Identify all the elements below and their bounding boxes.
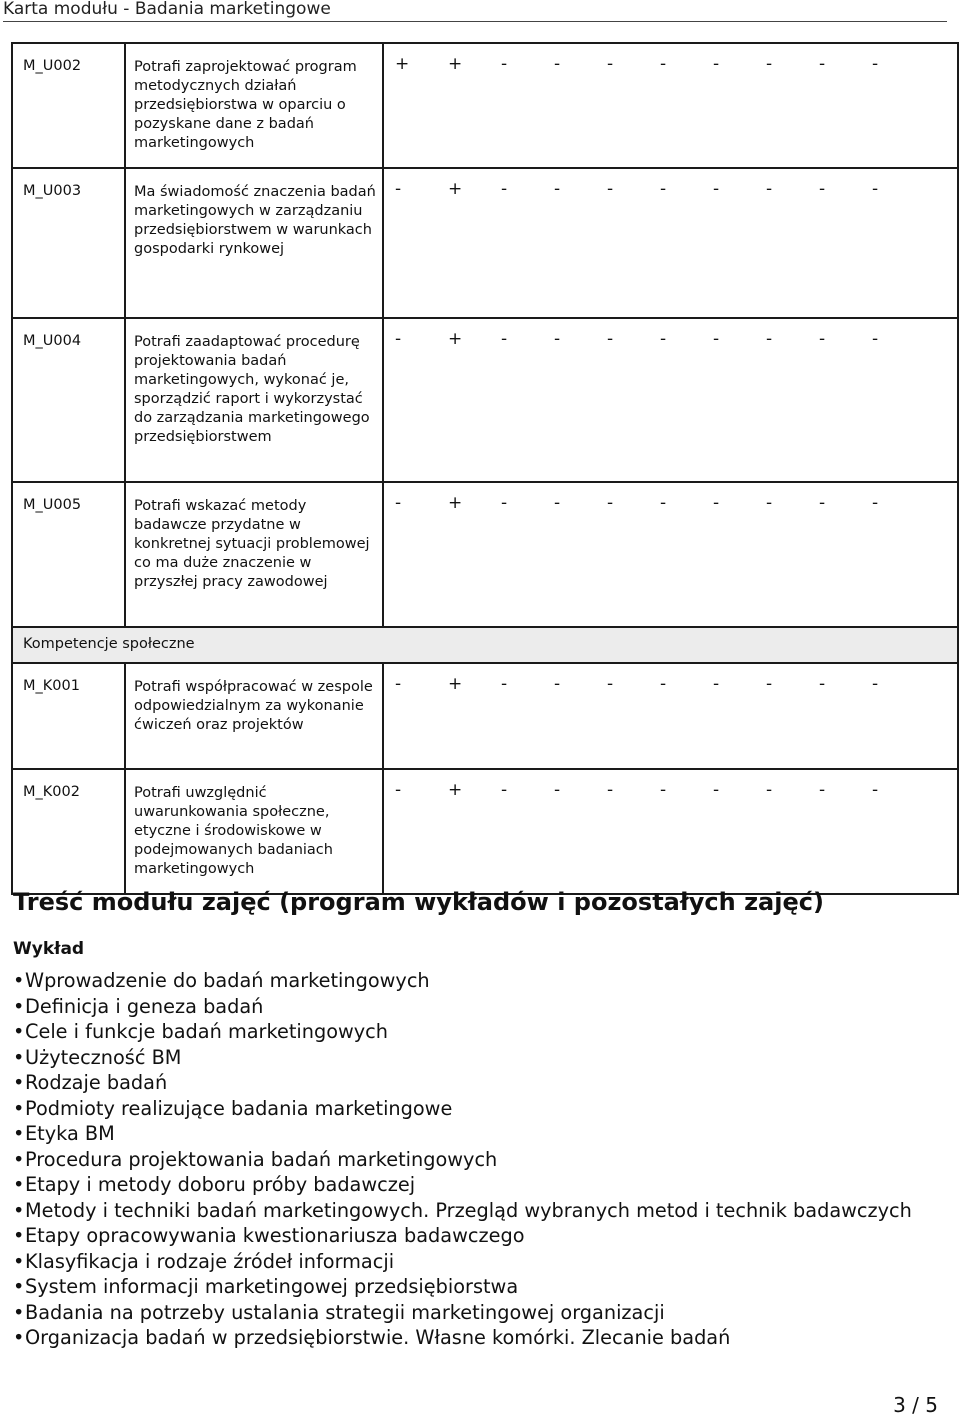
bullet-icon: • (13, 1275, 25, 1298)
topic-text: Etapy i metody doboru próby badawczej (25, 1173, 416, 1196)
outcome-mark: - (501, 54, 508, 74)
outcome-mark: - (395, 780, 402, 800)
outcome-mark: + (448, 780, 463, 800)
bullet-icon: • (13, 1326, 25, 1349)
outcome-mark: - (713, 329, 720, 349)
outcome-code: M_U004 (12, 318, 125, 482)
list-item (13, 1096, 953, 1122)
bullet-icon: • (13, 1122, 25, 1145)
content-title: Treść modułu zajęć (program wykładów i pozostałych zajęć) (13, 888, 824, 916)
outcome-mark: - (819, 780, 826, 800)
outcome-mark: - (501, 329, 508, 349)
outcome-code: M_K002 (12, 769, 125, 894)
outcome-mark: + (448, 179, 463, 199)
outcome-mark: - (713, 179, 720, 199)
outcome-code: M_U002 (12, 43, 125, 168)
lecture-subheading: Wykład (13, 939, 85, 959)
bullet-icon: • (13, 1071, 25, 1094)
table-row (12, 168, 958, 318)
outcome-mark: - (819, 329, 826, 349)
outcome-marks (383, 663, 958, 769)
table-row (12, 769, 958, 894)
table-row (12, 663, 958, 769)
outcome-description: Ma świadomość znaczenia badań marketingowych w zarządzaniu przedsiębiorstwem w warunkach gospodarki rynkowej (125, 168, 383, 318)
list-item (13, 968, 953, 994)
outcome-mark: - (660, 329, 667, 349)
outcome-mark: - (660, 674, 667, 694)
table-row (12, 482, 958, 627)
outcome-mark: - (554, 493, 561, 513)
list-item (13, 1274, 953, 1300)
outcome-mark: - (819, 674, 826, 694)
outcome-mark: - (819, 54, 826, 74)
outcome-marks (383, 43, 958, 168)
bullet-icon: • (13, 1249, 25, 1273)
outcome-mark: - (819, 179, 826, 199)
topics-list (13, 968, 953, 1351)
outcome-mark: - (713, 493, 720, 513)
outcome-mark: - (554, 179, 561, 199)
outcome-mark: - (713, 674, 720, 694)
outcome-mark: - (395, 329, 402, 349)
bullet-icon: • (13, 994, 25, 1018)
outcome-mark: - (872, 329, 879, 349)
outcome-mark: - (713, 54, 720, 74)
list-item (13, 994, 953, 1020)
topic-text: Organizacja badań w przedsiębiorstwie. Własne komórki. Zlecanie badań (25, 1326, 731, 1349)
outcome-mark: + (395, 54, 410, 74)
outcome-mark: - (501, 493, 508, 513)
list-item (13, 1045, 953, 1071)
outcome-mark: - (395, 179, 402, 199)
outcome-mark: - (607, 179, 614, 199)
topic-text: Cele i funkcje badań marketingowych (25, 1020, 389, 1043)
outcome-mark: - (766, 674, 773, 694)
outcome-marks (383, 482, 958, 627)
outcome-mark: - (607, 54, 614, 74)
outcome-mark: - (713, 780, 720, 800)
outcome-mark: + (448, 674, 463, 694)
table-row (12, 43, 958, 168)
topic-text: Etapy opracowywania kwestionariusza badawczego (25, 1224, 525, 1247)
bullet-icon: • (13, 1020, 25, 1043)
outcome-mark: + (448, 54, 463, 74)
outcome-description: Potrafi wskazać metody badawcze przydatne w konkretnej sytuacji problemowej co ma duże znaczenie w przyszłej pracy zawodowej (125, 482, 383, 627)
topic-text: Użyteczność BM (25, 1045, 182, 1069)
outcome-mark: - (872, 54, 879, 74)
outcome-mark: - (554, 674, 561, 694)
section-row (12, 627, 958, 663)
bullet-icon: • (13, 1173, 25, 1196)
topic-text: Badania na potrzeby ustalania strategii marketingowej organizacji (25, 1300, 665, 1324)
list-item (13, 1147, 953, 1173)
list-item (13, 1121, 953, 1147)
section-label: Kompetencje społeczne (12, 627, 958, 663)
outcome-description: Potrafi współpracować w zespole odpowiedzialnym za wykonanie ćwiczeń oraz projektów (125, 663, 383, 769)
topic-text: Wprowadzenie do badań marketingowych (25, 969, 430, 992)
bullet-icon: • (13, 1300, 25, 1324)
topic-text: Rodzaje badań (25, 1071, 168, 1094)
outcome-mark: - (607, 493, 614, 513)
bullet-icon: • (13, 1045, 25, 1069)
outcome-mark: - (501, 780, 508, 800)
outcome-mark: - (766, 780, 773, 800)
outcome-mark: - (607, 329, 614, 349)
outcome-mark: - (660, 780, 667, 800)
outcome-mark: - (554, 329, 561, 349)
list-item (13, 1325, 953, 1351)
outcome-mark: - (607, 780, 614, 800)
outcome-mark: - (872, 780, 879, 800)
outcome-code: M_U005 (12, 482, 125, 627)
outcome-mark: - (395, 493, 402, 513)
outcome-mark: - (766, 54, 773, 74)
page-header-title: Karta modułu - Badania marketingowe (3, 0, 947, 22)
list-item (13, 1223, 953, 1249)
outcome-description: Potrafi zaprojektować program metodycznych działań przedsiębiorstwa w oparciu o pozyskane dane z badań marketingowych (125, 43, 383, 168)
outcome-code: M_K001 (12, 663, 125, 769)
outcome-mark: - (501, 674, 508, 694)
topic-text: Etyka BM (25, 1122, 115, 1145)
bullet-icon: • (13, 1224, 25, 1247)
list-item (13, 1300, 953, 1326)
outcome-marks (383, 168, 958, 318)
topic-text: Podmioty realizujące badania marketingowe (25, 1096, 453, 1120)
topic-text: Definicja i geneza badań (25, 994, 264, 1018)
bullet-icon: • (13, 969, 25, 992)
outcome-mark: - (766, 179, 773, 199)
outcome-mark: - (554, 54, 561, 74)
outcome-description: Potrafi zaadaptować procedurę projektowania badań marketingowych, wykonać je, sporządzić raport i wykorzystać do zarządzania marketingowego przedsiębiorstwem (125, 318, 383, 482)
list-item (13, 1172, 953, 1198)
outcome-mark: - (872, 179, 879, 199)
list-item (13, 1198, 953, 1224)
bullet-icon: • (13, 1147, 25, 1171)
topic-text: Klasyfikacja i rodzaje źródeł informacji (25, 1249, 395, 1273)
outcome-mark: - (766, 329, 773, 349)
table-row (12, 318, 958, 482)
outcome-mark: - (607, 674, 614, 694)
outcome-mark: - (660, 179, 667, 199)
topic-text: System informacji marketingowej przedsiębiorstwa (25, 1275, 519, 1298)
outcome-mark: - (819, 493, 826, 513)
outcome-mark: - (766, 493, 773, 513)
outcome-mark: - (660, 493, 667, 513)
bullet-icon: • (13, 1198, 25, 1222)
outcome-description: Potrafi uwzględnić uwarunkowania społeczne, etyczne i środowiskowe w podejmowanych badaniach marketingowych (125, 769, 383, 894)
list-item (13, 1070, 953, 1096)
topic-text: Metody i techniki badań marketingowych. Przegląd wybranych metod i technik badawczych (25, 1198, 912, 1222)
outcome-mark: - (872, 493, 879, 513)
outcomes-table (11, 42, 959, 895)
bullet-icon: • (13, 1096, 25, 1120)
outcome-mark: - (660, 54, 667, 74)
outcome-mark: - (395, 674, 402, 694)
outcome-marks (383, 769, 958, 894)
outcome-mark: - (501, 179, 508, 199)
outcome-code: M_U003 (12, 168, 125, 318)
outcome-mark: + (448, 329, 463, 349)
topic-text: Procedura projektowania badań marketingowych (25, 1147, 498, 1171)
outcome-mark: - (554, 780, 561, 800)
list-item (13, 1019, 953, 1045)
page-number: 3 / 5 (893, 1393, 938, 1417)
outcome-mark: + (448, 493, 463, 513)
list-item (13, 1249, 953, 1275)
outcome-mark: - (872, 674, 879, 694)
outcome-marks (383, 318, 958, 482)
